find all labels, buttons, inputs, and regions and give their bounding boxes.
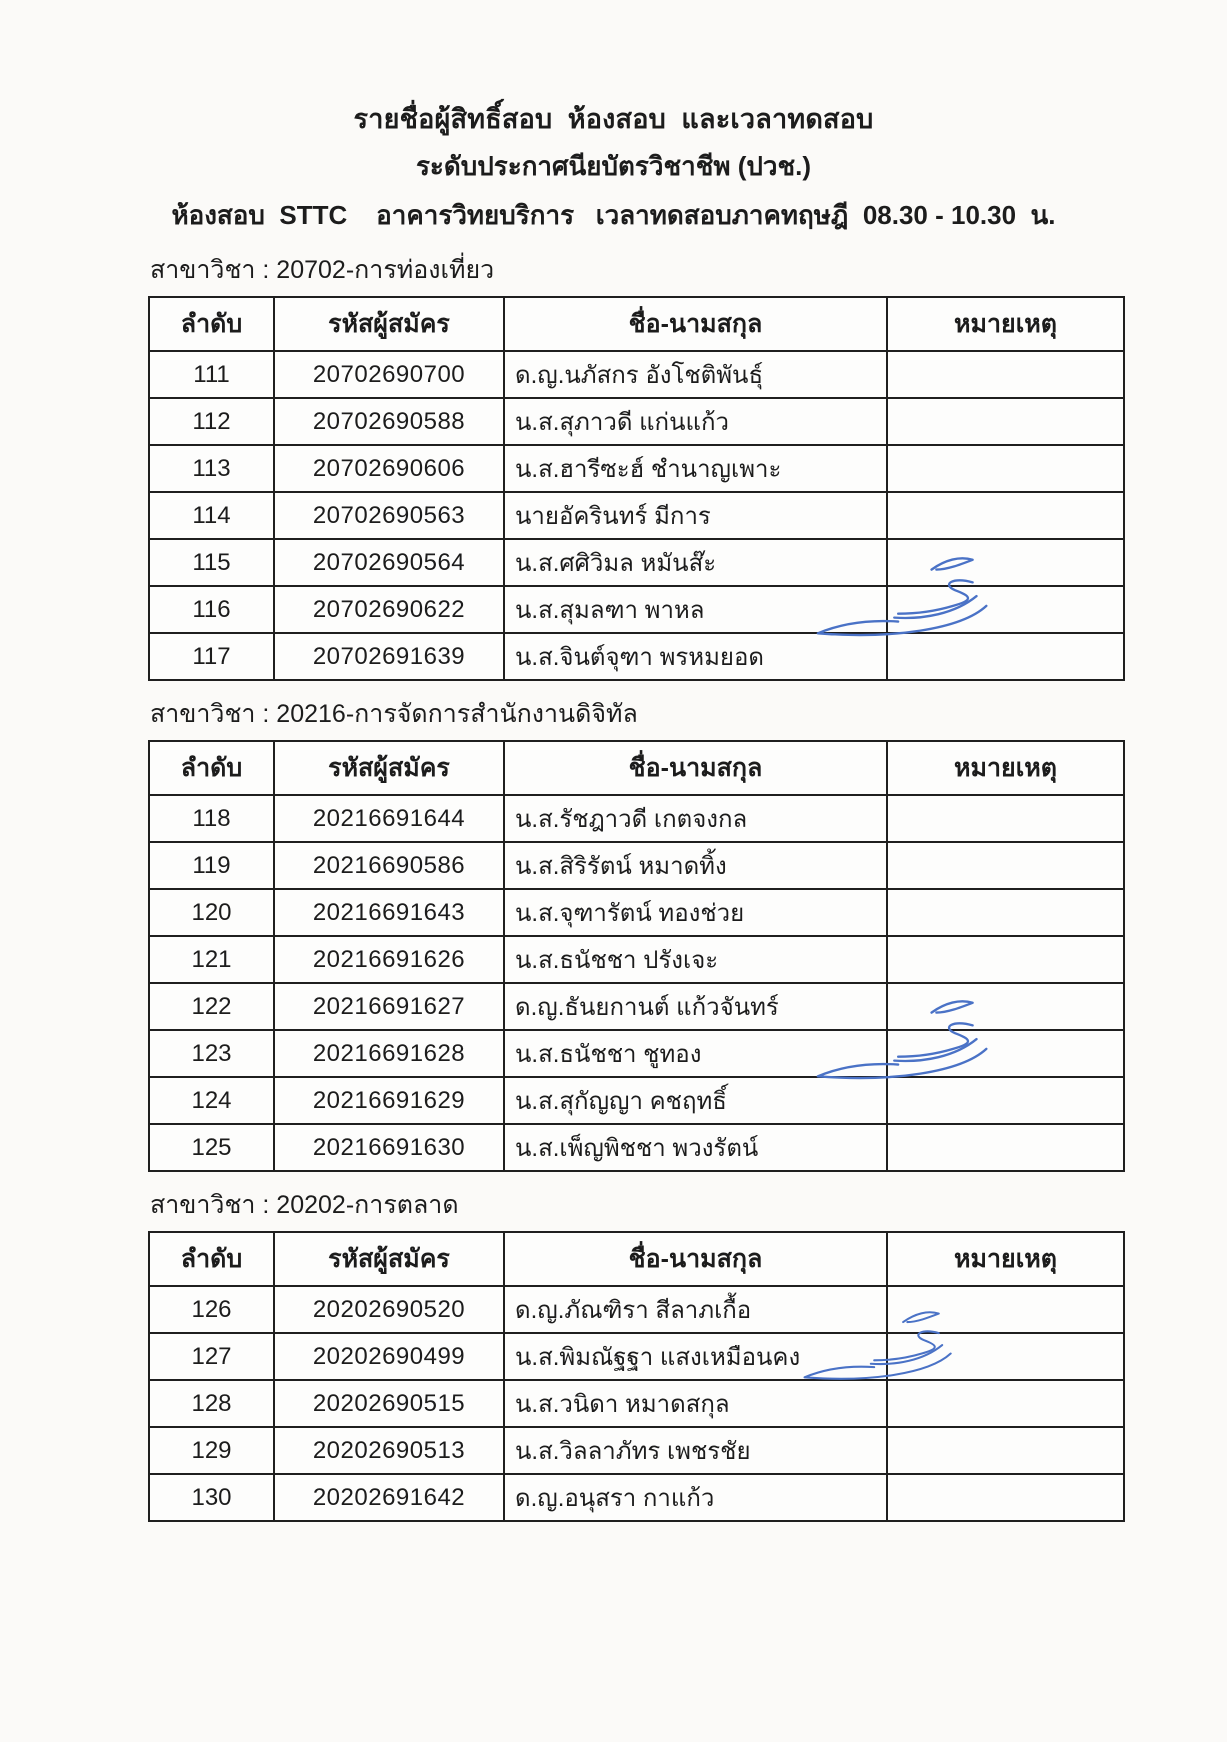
table-row xyxy=(149,795,1124,842)
column-header: รหัสผู้สมัคร xyxy=(274,1232,504,1286)
name-cell: น.ส.รัชฎาวดี เกตจงกล xyxy=(504,795,887,842)
name-cell: น.ส.สุกัญญา คชฤทธิ์ xyxy=(504,1077,887,1124)
name-cell: น.ส.วนิดา หมาดสกุล xyxy=(504,1380,887,1427)
remark-cell xyxy=(887,1077,1124,1124)
seq-cell: 126 xyxy=(149,1286,274,1333)
remark-cell xyxy=(887,1030,1124,1077)
name-cell: น.ส.ศศิวิมล หมันส๊ะ xyxy=(504,539,887,586)
applicant-code-cell: 20202690515 xyxy=(274,1380,504,1427)
document-subtitle: ระดับประกาศนียบัตรวิชาชีพ (ปวช.) xyxy=(415,151,812,181)
subject-section-label: สาขาวิชา : 20216-การจัดการสำนักงานดิจิทัล xyxy=(150,700,638,728)
applicant-code-cell: 20216691644 xyxy=(274,795,504,842)
remark-cell xyxy=(887,445,1124,492)
seq-cell: 113 xyxy=(149,445,274,492)
table-row xyxy=(149,492,1124,539)
seq-cell: 128 xyxy=(149,1380,274,1427)
remark-cell xyxy=(887,633,1124,680)
name-cell: น.ส.ธนัชชา ชูทอง xyxy=(504,1030,887,1077)
name-cell: น.ส.จุฑารัตน์ ทองช่วย xyxy=(504,889,887,936)
applicant-code-cell: 20216691630 xyxy=(274,1124,504,1171)
applicant-code-cell: 20216691626 xyxy=(274,936,504,983)
name-cell: ด.ญ.ภัณฑิรา สีลาภเกื้อ xyxy=(504,1286,887,1333)
applicant-code-cell: 20216691629 xyxy=(274,1077,504,1124)
column-header: หมายเหตุ xyxy=(887,741,1124,795)
remark-cell xyxy=(887,1380,1124,1427)
table-row xyxy=(149,1124,1124,1171)
seq-cell: 124 xyxy=(149,1077,274,1124)
applicant-code-cell: 20702691639 xyxy=(274,633,504,680)
subject-section xyxy=(0,1189,1227,1522)
applicant-code-cell: 20702690622 xyxy=(274,586,504,633)
subject-section xyxy=(0,254,1227,681)
table-header-row xyxy=(149,741,1124,795)
seq-cell: 120 xyxy=(149,889,274,936)
remark-cell xyxy=(887,1427,1124,1474)
remark-cell xyxy=(887,351,1124,398)
seq-cell: 123 xyxy=(149,1030,274,1077)
applicant-code-cell: 20702690564 xyxy=(274,539,504,586)
name-cell: น.ส.สิริรัตน์ หมาดทิ้ง xyxy=(504,842,887,889)
table-row xyxy=(149,445,1124,492)
table-row xyxy=(149,842,1124,889)
remark-cell xyxy=(887,983,1124,1030)
column-header: ชื่อ-นามสกุล xyxy=(504,1232,887,1286)
name-cell: น.ส.สุมลฑา พาหล xyxy=(504,586,887,633)
seq-cell: 117 xyxy=(149,633,274,680)
subject-section xyxy=(0,698,1227,1172)
column-header: ลำดับ xyxy=(149,1232,274,1286)
table-row xyxy=(149,1077,1124,1124)
applicant-code-cell: 20702690588 xyxy=(274,398,504,445)
remark-cell xyxy=(887,1286,1124,1333)
table-row xyxy=(149,889,1124,936)
column-header: ลำดับ xyxy=(149,741,274,795)
name-cell: น.ส.เพ็ญพิชชา พวงรัตน์ xyxy=(504,1124,887,1171)
exam-room-time-line: ห้องสอบ STTC อาคารวิทยบริการ เวลาทดสอบภาคทฤษฎี 08.30 - 10.30 น. xyxy=(171,200,1056,230)
table-row xyxy=(149,983,1124,1030)
subject-section-label: สาขาวิชา : 20202-การตลาด xyxy=(150,1191,459,1219)
document-title: รายชื่อผู้สิทธิ์สอบ ห้องสอบ และเวลาทดสอบ xyxy=(353,104,874,134)
sections-container xyxy=(0,254,1227,1522)
seq-cell: 130 xyxy=(149,1474,274,1521)
column-header: รหัสผู้สมัคร xyxy=(274,297,504,351)
applicant-code-cell: 20702690700 xyxy=(274,351,504,398)
name-cell: ด.ญ.อนุสรา กาแก้ว xyxy=(504,1474,887,1521)
candidate-roster-table xyxy=(148,740,1125,1172)
column-header: ชื่อ-นามสกุล xyxy=(504,297,887,351)
table-header-row xyxy=(149,297,1124,351)
column-header: หมายเหตุ xyxy=(887,297,1124,351)
seq-cell: 112 xyxy=(149,398,274,445)
remark-cell xyxy=(887,539,1124,586)
remark-cell xyxy=(887,936,1124,983)
column-header: รหัสผู้สมัคร xyxy=(274,741,504,795)
table-row xyxy=(149,398,1124,445)
table-row xyxy=(149,1380,1124,1427)
name-cell: น.ส.ธนัชชา ปรังเจะ xyxy=(504,936,887,983)
remark-cell xyxy=(887,889,1124,936)
column-header: ชื่อ-นามสกุล xyxy=(504,741,887,795)
table-row xyxy=(149,1474,1124,1521)
remark-cell xyxy=(887,795,1124,842)
applicant-code-cell: 20216690586 xyxy=(274,842,504,889)
seq-cell: 116 xyxy=(149,586,274,633)
name-cell: นายอัครินทร์ มีการ xyxy=(504,492,887,539)
subject-section-label: สาขาวิชา : 20702-การท่องเที่ยว xyxy=(150,256,495,284)
remark-cell xyxy=(887,398,1124,445)
table-row xyxy=(149,936,1124,983)
remark-cell xyxy=(887,842,1124,889)
table-row xyxy=(149,1030,1124,1077)
applicant-code-cell: 20702690563 xyxy=(274,492,504,539)
name-cell: น.ส.พิมณัฐฐา แสงเหมือนคง xyxy=(504,1333,887,1380)
name-cell: น.ส.ฮารีซะฮ์ ชำนาญเพาะ xyxy=(504,445,887,492)
applicant-code-cell: 20702690606 xyxy=(274,445,504,492)
table-row xyxy=(149,351,1124,398)
applicant-code-cell: 20202690520 xyxy=(274,1286,504,1333)
seq-cell: 127 xyxy=(149,1333,274,1380)
column-header: หมายเหตุ xyxy=(887,1232,1124,1286)
applicant-code-cell: 20216691643 xyxy=(274,889,504,936)
applicant-code-cell: 20202690513 xyxy=(274,1427,504,1474)
seq-cell: 119 xyxy=(149,842,274,889)
seq-cell: 115 xyxy=(149,539,274,586)
applicant-code-cell: 20202691642 xyxy=(274,1474,504,1521)
seq-cell: 125 xyxy=(149,1124,274,1171)
name-cell: น.ส.วิลลาภัทร เพชรชัย xyxy=(504,1427,887,1474)
seq-cell: 122 xyxy=(149,983,274,1030)
seq-cell: 111 xyxy=(149,351,274,398)
table-header-row xyxy=(149,1232,1124,1286)
candidate-roster-table xyxy=(148,296,1125,681)
table-row xyxy=(149,633,1124,680)
column-header: ลำดับ xyxy=(149,297,274,351)
applicant-code-cell: 20216691627 xyxy=(274,983,504,1030)
applicant-code-cell: 20202690499 xyxy=(274,1333,504,1380)
table-row xyxy=(149,586,1124,633)
remark-cell xyxy=(887,1474,1124,1521)
table-row xyxy=(149,1286,1124,1333)
seq-cell: 129 xyxy=(149,1427,274,1474)
name-cell: น.ส.จินต์จุฑา พรหมยอด xyxy=(504,633,887,680)
seq-cell: 114 xyxy=(149,492,274,539)
seq-cell: 121 xyxy=(149,936,274,983)
table-row xyxy=(149,1427,1124,1474)
seq-cell: 118 xyxy=(149,795,274,842)
table-row xyxy=(149,1333,1124,1380)
remark-cell xyxy=(887,1124,1124,1171)
name-cell: ด.ญ.นภัสกร อังโชติพันธุ์ xyxy=(504,351,887,398)
table-row xyxy=(149,539,1124,586)
remark-cell xyxy=(887,1333,1124,1380)
name-cell: ด.ญ.ธันยกานต์ แก้วจันทร์ xyxy=(504,983,887,1030)
remark-cell xyxy=(887,586,1124,633)
remark-cell xyxy=(887,492,1124,539)
candidate-roster-table xyxy=(148,1231,1125,1522)
applicant-code-cell: 20216691628 xyxy=(274,1030,504,1077)
name-cell: น.ส.สุภาวดี แก่นแก้ว xyxy=(504,398,887,445)
